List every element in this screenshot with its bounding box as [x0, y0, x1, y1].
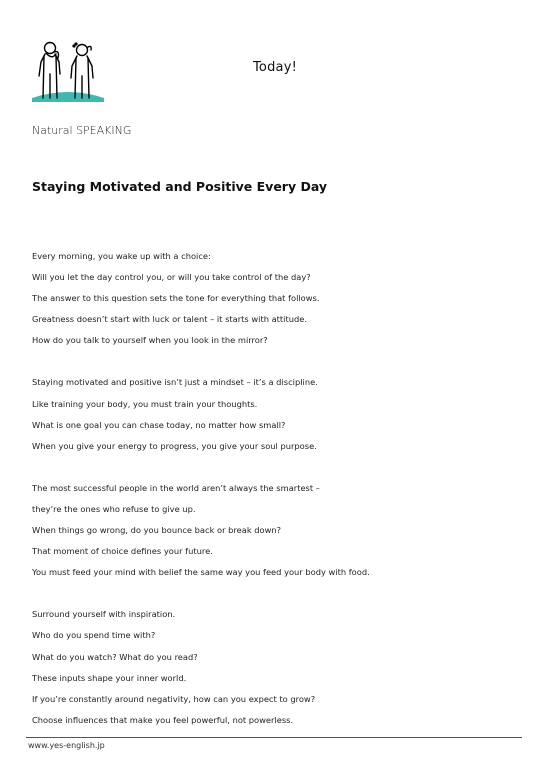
text-line: Greatness doesn’t start with luck or talent – it starts with attitude. — [32, 314, 308, 325]
text-line: If you’re constantly around negativity, how can you expect to grow? — [32, 693, 316, 704]
article-body — [32, 250, 522, 756]
page-header-title: Today! — [252, 60, 297, 75]
footer-url: www.yes-english.jp — [28, 741, 105, 750]
text-line: When you give your energy to progress, you give your soul purpose. — [32, 440, 317, 451]
text-line: Like training your body, you must train your thoughts. — [32, 398, 258, 409]
text-line: Every morning, you wake up with a choice: — [32, 251, 211, 261]
text-line: Choose influences that make you feel powerful, not powerless. — [32, 714, 294, 725]
footer-divider — [26, 737, 522, 738]
text-line: they’re the ones who refuse to give up. — [32, 503, 196, 514]
paragraph-4 — [32, 608, 522, 735]
text-line: What do you watch? What do you read? — [32, 651, 198, 662]
text-line: When things go wrong, do you bounce back or break down? — [32, 525, 282, 536]
text-line: These inputs shape your inner world. — [32, 672, 187, 683]
text-line: That moment of choice defines your future. — [32, 546, 213, 557]
text-line: Who do you spend time with? — [32, 630, 156, 641]
text-line: Staying motivated and positive isn’t just a mindset – it’s a discipline. — [32, 377, 318, 388]
text-line: Will you let the day control you, or will you take control of the day? — [32, 272, 311, 283]
paragraph-3 — [32, 482, 522, 587]
text-line: Surround yourself with inspiration. — [32, 609, 176, 620]
paragraph-2 — [32, 376, 522, 460]
article-title: Staying Motivated and Positive Every Day — [32, 179, 328, 194]
text-line: The most successful people in the world aren’t always the smartest – — [32, 482, 320, 493]
text-line: What is one goal you can chase today, no matter how small? — [32, 419, 286, 430]
text-line: You must feed your mind with belief the same way you feed your body with food. — [32, 567, 370, 578]
paragraph-1 — [32, 250, 522, 355]
text-line: The answer to this question sets the tone for everything that follows. — [32, 293, 320, 304]
section-label: Natural SPEAKING — [32, 124, 132, 137]
text-line: How do you talk to yourself when you look in the mirror? — [32, 335, 268, 346]
two-people-talking-icon — [30, 40, 106, 102]
